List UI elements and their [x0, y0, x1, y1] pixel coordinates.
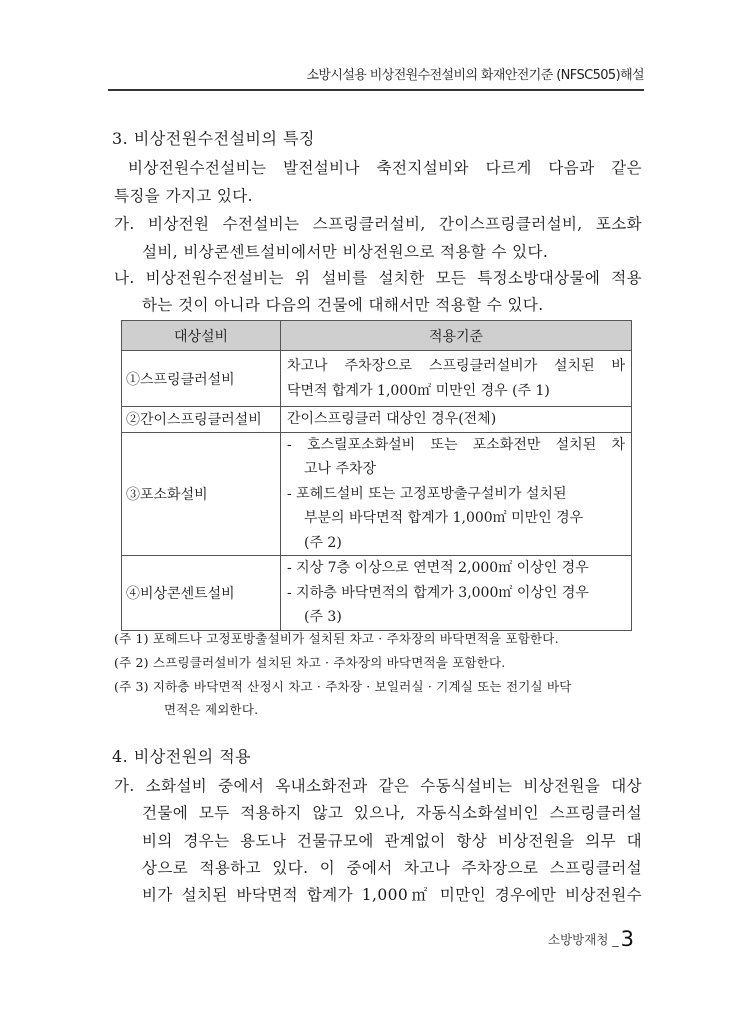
- note-2: (주 2) 스프링클러설비가 설치된 차고 · 주차장의 바닥면적을 포함한다.: [114, 655, 506, 670]
- row-criteria: [281, 407, 632, 433]
- criteria-line: 간이스프링클러 대상인 경우(전체): [287, 411, 497, 427]
- note-1: (주 1) 포헤드나 고정포방출설비가 설치된 차고 · 주차장의 바닥면적을 포함한다.: [114, 631, 559, 646]
- table-header-criteria: 적용기준: [281, 321, 632, 351]
- row-criteria: [281, 432, 632, 556]
- section4-heading: 4. 비상전원의 적용: [112, 747, 252, 766]
- section3-ga-line1: 가. 비상전원 수전설비는 스프링클러설비, 간이스프링클러설비, 포소화: [114, 215, 642, 233]
- section3-heading: 3. 비상전원수전설비의 특징: [112, 129, 315, 148]
- note-3-continued: 면적은 제외한다.: [164, 702, 259, 717]
- criteria-line: 차고나 주차장으로 스프링클러설비가 설치된 바: [287, 358, 625, 374]
- section3-na-line2: 하는 것이 아니라 다음의 건물에 대해서만 적용할 수 있다.: [142, 296, 544, 314]
- row-criteria: [281, 351, 632, 407]
- criteria-line: - 포헤드설비 또는 고정포방출구설비가 설치된: [287, 485, 567, 502]
- criteria-line: - 지상 7층 이상으로 연면적 2,000㎡ 이상인 경우: [287, 560, 589, 576]
- table-header-target: 대상설비: [122, 321, 281, 351]
- row-criteria: [281, 556, 632, 631]
- header-rule: [108, 89, 644, 91]
- criteria-line: 닥면적 합계가 1,000㎡ 미만인 경우 (주 1): [287, 382, 550, 399]
- section4-ga-line1: 가. 소화설비 중에서 옥내소화전과 같은 수동식설비는 비상전원을 대상: [114, 777, 642, 795]
- footer-publisher: 소방방재청 _: [548, 932, 619, 947]
- criteria-line: 부분의 바닥면적 합계가 1,000㎡ 미만인 경우: [304, 510, 584, 526]
- criteria-line: (주 3): [304, 609, 342, 625]
- table-header-row: [122, 321, 632, 351]
- section3-intro-line2: 특징을 가지고 있다.: [114, 187, 253, 205]
- table-row: [122, 556, 632, 631]
- criteria-line: (주 2): [304, 534, 342, 551]
- section4-ga-line4: 상으로 적용하고 있다. 이 중에서 차고나 주차장으로 스프링클러설: [142, 859, 642, 877]
- section3-ga-line2: 설비, 비상콘센트설비에서만 비상전원으로 적용할 수 있다.: [142, 243, 549, 261]
- section4-ga-line3: 비의 경우는 용도나 건물규모에 관계없이 항상 비상전원을 의무 대: [142, 832, 642, 850]
- running-header: 소방시설용 비상전원수전설비의 화재안전기준 (NFSC505)해설: [306, 68, 644, 83]
- section3-intro-line1: 비상전원수전설비는 발전설비나 축전지설비와 다르게 다음과 같은: [128, 159, 642, 177]
- note-3: (주 3) 지하층 바닥면적 산정시 차고 · 주차장 · 보일러실 · 기계실 또는 전기실 바닥: [114, 679, 572, 694]
- criteria-line: - 지하층 바닥면적의 합계가 3,000㎡ 이상인 경우: [287, 584, 589, 601]
- row-target: ④비상콘센트설비: [122, 556, 281, 631]
- page-footer: [548, 927, 634, 951]
- section3-na-line1: 나. 비상전원수전설비는 위 설비를 설치한 모든 특정소방대상물에 적용: [114, 269, 642, 287]
- criteria-line: - 호스릴포소화설비 또는 포소화전만 설치된 차: [287, 436, 625, 453]
- page-number: 3: [620, 927, 634, 951]
- criteria-table: [121, 320, 632, 631]
- section4-ga-line2: 건물에 모두 적용하지 않고 있으나, 자동식소화설비인 스프링클러설: [142, 804, 642, 822]
- table-row: [122, 407, 632, 433]
- row-target: ②간이스프링클러설비: [122, 407, 281, 433]
- table-row: [122, 351, 632, 407]
- row-target: ①스프링클러설비: [122, 351, 281, 407]
- row-target: ③포소화설비: [122, 432, 281, 556]
- criteria-line: 고나 주차장: [304, 461, 377, 477]
- section4-ga-line5: 비가 설치된 바닥면적 합계가 1,000㎡ 미만인 경우에만 비상전원수: [142, 886, 642, 904]
- table-row: [122, 432, 632, 556]
